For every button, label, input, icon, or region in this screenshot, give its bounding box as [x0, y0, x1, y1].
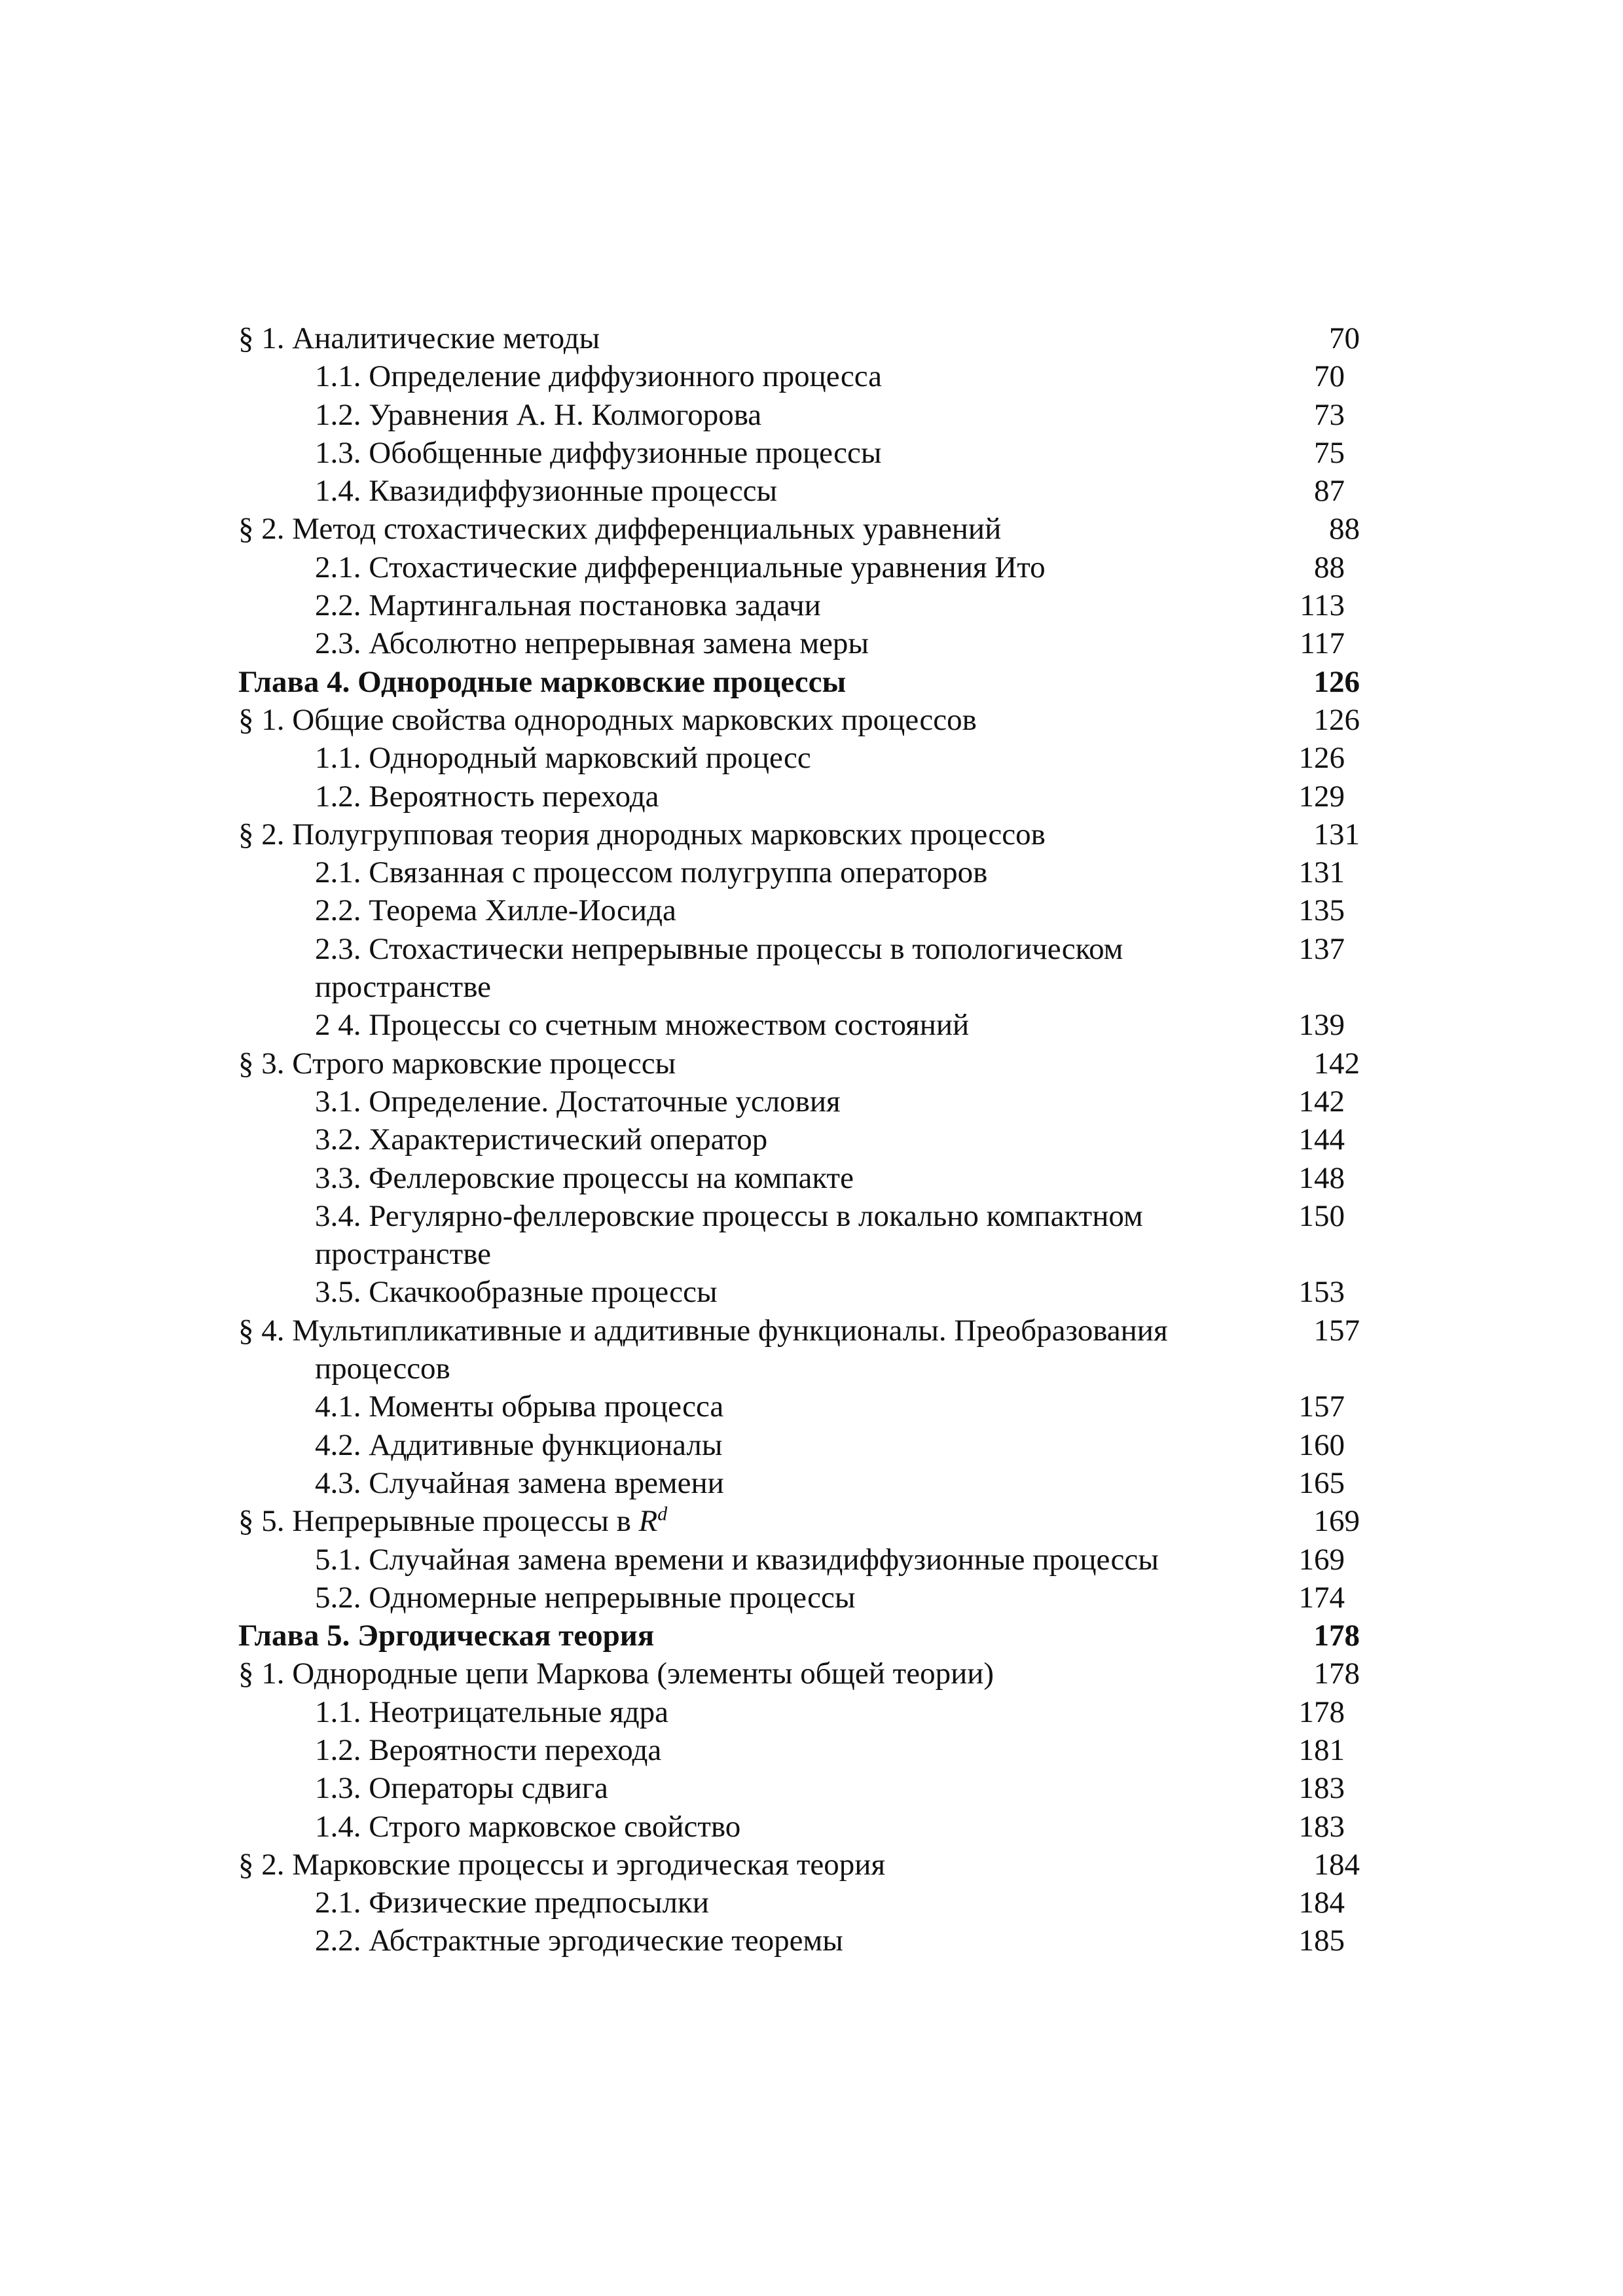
toc-entry-title: [238, 1731, 1231, 1769]
toc-entry-title-text: 4.1. Моменты обрыва процесса: [315, 1390, 724, 1424]
toc-page-number: 126: [1298, 741, 1345, 776]
math-symbol: R: [638, 1504, 658, 1539]
toc-subsection-entry: [238, 1197, 1377, 1274]
toc-entry-title-text: § 3. Строго марковские процессы: [238, 1046, 676, 1081]
toc-page-number: 131: [1313, 817, 1360, 852]
toc-entry-title-text: 1.2. Уравнения А. Н. Колмогорова: [315, 397, 762, 432]
toc-subsection-entry: [238, 1083, 1377, 1121]
toc-entry-title: [238, 891, 1231, 929]
toc-page-number: 142: [1313, 1046, 1360, 1081]
toc-entry-title: [238, 1045, 1247, 1083]
toc-page-number: 135: [1298, 893, 1345, 928]
toc-page-number: 73: [1314, 397, 1345, 432]
toc-entry-title: [238, 930, 1231, 1007]
toc-page-number: 183: [1298, 1771, 1345, 1806]
toc-entry-title: [238, 624, 1231, 662]
toc-entry-title: [238, 1312, 1247, 1388]
math-superscript: d: [657, 1503, 668, 1525]
toc-entry-title-text: 2.1. Связанная с процессом полугруппа операторов: [315, 855, 988, 890]
toc-entry-title: [238, 778, 1231, 816]
toc-entry-title: [238, 1579, 1231, 1617]
toc-entry-title: [238, 1884, 1231, 1922]
toc-entry-title-text: 3.5. Скачкообразные процессы: [315, 1275, 718, 1310]
toc-entry-title: [238, 1006, 1231, 1044]
toc-subsection-entry: [238, 1808, 1377, 1846]
toc-subsection-entry: [238, 434, 1377, 472]
toc-page-number: 70: [1329, 321, 1360, 355]
toc-page-number: 181: [1298, 1732, 1345, 1767]
toc-subsection-entry: [238, 1769, 1377, 1807]
toc-entry-title: [238, 1808, 1231, 1846]
toc-entry-title-text: 2.3. Стохастически непрерывные процессы в топологическом пространстве: [315, 931, 1123, 1005]
toc-entry-title: [238, 1426, 1231, 1464]
toc-section-entry: [238, 701, 1377, 739]
toc-subsection-entry: [238, 357, 1377, 395]
toc-page-number: 178: [1313, 1657, 1360, 1691]
toc-page-number: 142: [1298, 1084, 1345, 1119]
toc-section-entry: [238, 510, 1377, 548]
toc-page-number: 153: [1298, 1275, 1345, 1310]
toc-section-entry: [238, 1655, 1377, 1693]
toc-entry-title-text: Глава 4. Однородные марковские процессы: [238, 664, 847, 699]
toc-entry-title-text: 2.2. Мартингальная постановка задачи: [315, 588, 821, 623]
toc-subsection-entry: [238, 1884, 1377, 1922]
toc-page-number: 113: [1300, 588, 1345, 623]
toc-entry-title-text: 5.1. Случайная замена времени и квазидиффузионные процессы: [315, 1542, 1159, 1577]
toc-page-number: 144: [1298, 1122, 1345, 1157]
toc-chapter-entry: [238, 1617, 1377, 1655]
toc-page-number: 148: [1298, 1160, 1345, 1195]
toc-subsection-entry: [238, 624, 1377, 662]
toc-page-number: 117: [1300, 626, 1345, 661]
toc-section-entry: [238, 816, 1377, 853]
toc-subsection-entry: [238, 853, 1377, 891]
toc-entry-title: [238, 1197, 1231, 1274]
toc-page-number: 88: [1329, 512, 1360, 547]
toc-entry-title: [238, 586, 1231, 624]
toc-entry-title: [238, 1388, 1231, 1426]
toc-subsection-entry: [238, 396, 1377, 434]
toc-subsection-entry: [238, 739, 1377, 777]
toc-subsection-entry: [238, 778, 1377, 816]
toc-entry-title-text: 1.4. Строго марковское свойство: [315, 1809, 741, 1844]
toc-entry-title-text: § 5. Непрерывные процессы в: [238, 1504, 639, 1539]
toc-entry-title-text: 1.4. Квазидиффузионные процессы: [315, 474, 778, 509]
toc-entry-title: [238, 739, 1231, 777]
toc-subsection-entry: [238, 1426, 1377, 1464]
toc-entry-title-text: § 1. Однородные цепи Маркова (элементы общей теории): [238, 1657, 994, 1691]
toc-section-entry: [238, 319, 1377, 357]
toc-chapter-entry: [238, 663, 1377, 701]
toc-page-number: 184: [1298, 1886, 1345, 1920]
toc-section-entry: [238, 1846, 1377, 1884]
toc-page-number: 157: [1313, 1313, 1360, 1348]
toc-entry-title-text: 1.1. Определение диффузионного процесса: [315, 359, 882, 394]
toc-subsection-entry: [238, 1922, 1377, 1960]
toc-subsection-entry: [238, 1273, 1377, 1311]
toc-entry-title: [238, 816, 1247, 853]
toc-entry-title-text: 2 4. Процессы со счетным множеством состояний: [315, 1008, 970, 1043]
toc-subsection-entry: [238, 891, 1377, 929]
toc-entry-title-text: 3.2. Характеристический оператор: [315, 1122, 768, 1157]
toc-subsection-entry: [238, 1121, 1377, 1158]
toc-page-number: 157: [1298, 1390, 1345, 1424]
toc-entry-title: [238, 853, 1231, 891]
toc-page-number: 178: [1298, 1695, 1345, 1729]
toc-entry-title-text: 1.1. Однородный марковский процесс: [315, 741, 811, 776]
toc-page-number: 70: [1314, 359, 1345, 394]
toc-entry-title: [238, 1121, 1231, 1158]
toc-entry-title: [238, 1273, 1231, 1311]
toc-page-number: 75: [1314, 435, 1345, 470]
toc-entry-title: [238, 701, 1247, 739]
toc-entry-title-text: § 2. Полугрупповая теория днородных марковских процессов: [238, 817, 1046, 852]
toc-entry-title: [238, 1083, 1231, 1121]
toc-subsection-entry: [238, 930, 1377, 1007]
toc-subsection-entry: [238, 548, 1377, 586]
toc-entry-title-text: 1.1. Неотрицательные ядра: [315, 1695, 669, 1729]
toc-subsection-entry: [238, 1579, 1377, 1617]
toc-entry-title: [238, 472, 1231, 510]
toc-entry-title-text: 1.2. Вероятность перехода: [315, 779, 659, 814]
toc-entry-title-text: 2.1. Стохастические дифференциальные уравнения Ито: [315, 550, 1046, 584]
toc-entry-title-text: 4.3. Случайная замена времени: [315, 1465, 724, 1500]
toc-page-number: 183: [1298, 1809, 1345, 1844]
toc-subsection-entry: [238, 1464, 1377, 1502]
toc-page-number: 184: [1313, 1847, 1360, 1882]
toc-page-number: 126: [1313, 664, 1360, 699]
toc-subsection-entry: [238, 1159, 1377, 1197]
toc-subsection-entry: [238, 1006, 1377, 1044]
toc-page-number: 160: [1298, 1427, 1345, 1462]
toc-page-number: 174: [1298, 1580, 1345, 1615]
toc-entry-title-text: 5.2. Одномерные непрерывные процессы: [315, 1580, 856, 1615]
toc-entry-title: [238, 1502, 1247, 1540]
toc-entry-title-text: 2.1. Физические предпосылки: [315, 1886, 709, 1920]
toc-entry-title: [238, 548, 1231, 586]
table-of-contents: [238, 319, 1377, 1960]
toc-entry-title: [238, 1846, 1247, 1884]
toc-section-entry: [238, 1312, 1377, 1388]
toc-entry-title: [238, 663, 1247, 701]
toc-subsection-entry: [238, 1731, 1377, 1769]
toc-subsection-entry: [238, 586, 1377, 624]
toc-entry-title-text: 3.4. Регулярно-феллеровские процессы в локально компактном пространстве: [315, 1198, 1143, 1272]
toc-entry-title-text: Глава 5. Эргодическая теория: [238, 1619, 655, 1653]
toc-subsection-entry: [238, 1541, 1377, 1579]
toc-page-number: 87: [1314, 474, 1345, 509]
toc-subsection-entry: [238, 1388, 1377, 1426]
toc-entry-title: [238, 1655, 1247, 1693]
toc-entry-title: [238, 1693, 1231, 1731]
toc-entry-title: [238, 1541, 1231, 1579]
toc-page-number: 137: [1298, 931, 1345, 966]
toc-subsection-entry: [238, 472, 1377, 510]
toc-entry-title-text: § 1. Аналитические методы: [238, 321, 600, 355]
toc-entry-title: [238, 434, 1231, 472]
toc-entry-title-continuation: процессов: [315, 1352, 450, 1386]
toc-page-number: 131: [1298, 855, 1345, 890]
toc-entry-title: [238, 1464, 1231, 1502]
toc-section-entry: [238, 1502, 1377, 1540]
toc-entry-title: [238, 1617, 1247, 1655]
toc-entry-title-text: 1.3. Операторы сдвига: [315, 1771, 608, 1806]
toc-entry-title: [238, 510, 1247, 548]
toc-entry-title-text: § 2. Метод стохастических дифференциальных уравнений: [238, 512, 1002, 547]
toc-entry-title: [238, 357, 1231, 395]
toc-entry-title-text: 2.2. Абстрактные эргодические теоремы: [315, 1924, 843, 1958]
toc-entry-title-text: 2.2. Теорема Хилле-Иосида: [315, 893, 676, 928]
toc-entry-title: [238, 1922, 1231, 1960]
toc-page-number: 185: [1298, 1924, 1345, 1958]
toc-page-number: 129: [1298, 779, 1345, 814]
toc-entry-title: [238, 319, 1247, 357]
toc-entry-title-text: 1.3. Обобщенные диффузионные процессы: [315, 435, 882, 470]
toc-page-number: 150: [1298, 1198, 1345, 1233]
toc-page-number: 169: [1298, 1542, 1345, 1577]
toc-page-number: 88: [1314, 550, 1345, 584]
toc-page-number: 169: [1313, 1504, 1360, 1539]
toc-entry-title-text: 3.3. Феллеровские процессы на компакте: [315, 1160, 854, 1195]
toc-entry-title-text: 2.3. Абсолютно непрерывная замена меры: [315, 626, 869, 661]
toc-entry-title-text: § 2. Марковские процессы и эргодическая теория: [238, 1847, 886, 1882]
toc-page-number: 165: [1298, 1465, 1345, 1500]
toc-page-number: 139: [1298, 1008, 1345, 1043]
toc-subsection-entry: [238, 1693, 1377, 1731]
toc-page-number: 178: [1313, 1619, 1360, 1653]
toc-entry-title: [238, 1769, 1231, 1807]
toc-entry-title: [238, 396, 1231, 434]
toc-entry-title-text: 3.1. Определение. Достаточные условия: [315, 1084, 841, 1119]
toc-entry-title: [238, 1159, 1231, 1197]
toc-entry-title-text: § 4. Мультипликативные и аддитивные функционалы. Преобразования: [238, 1313, 1168, 1348]
toc-page-number: 126: [1313, 702, 1360, 737]
toc-entry-title-text: 4.2. Аддитивные функционалы: [315, 1427, 723, 1462]
toc-section-entry: [238, 1045, 1377, 1083]
toc-entry-title-text: § 1. Общие свойства однородных марковских процессов: [238, 702, 977, 737]
toc-entry-title-text: 1.2. Вероятности перехода: [315, 1732, 662, 1767]
